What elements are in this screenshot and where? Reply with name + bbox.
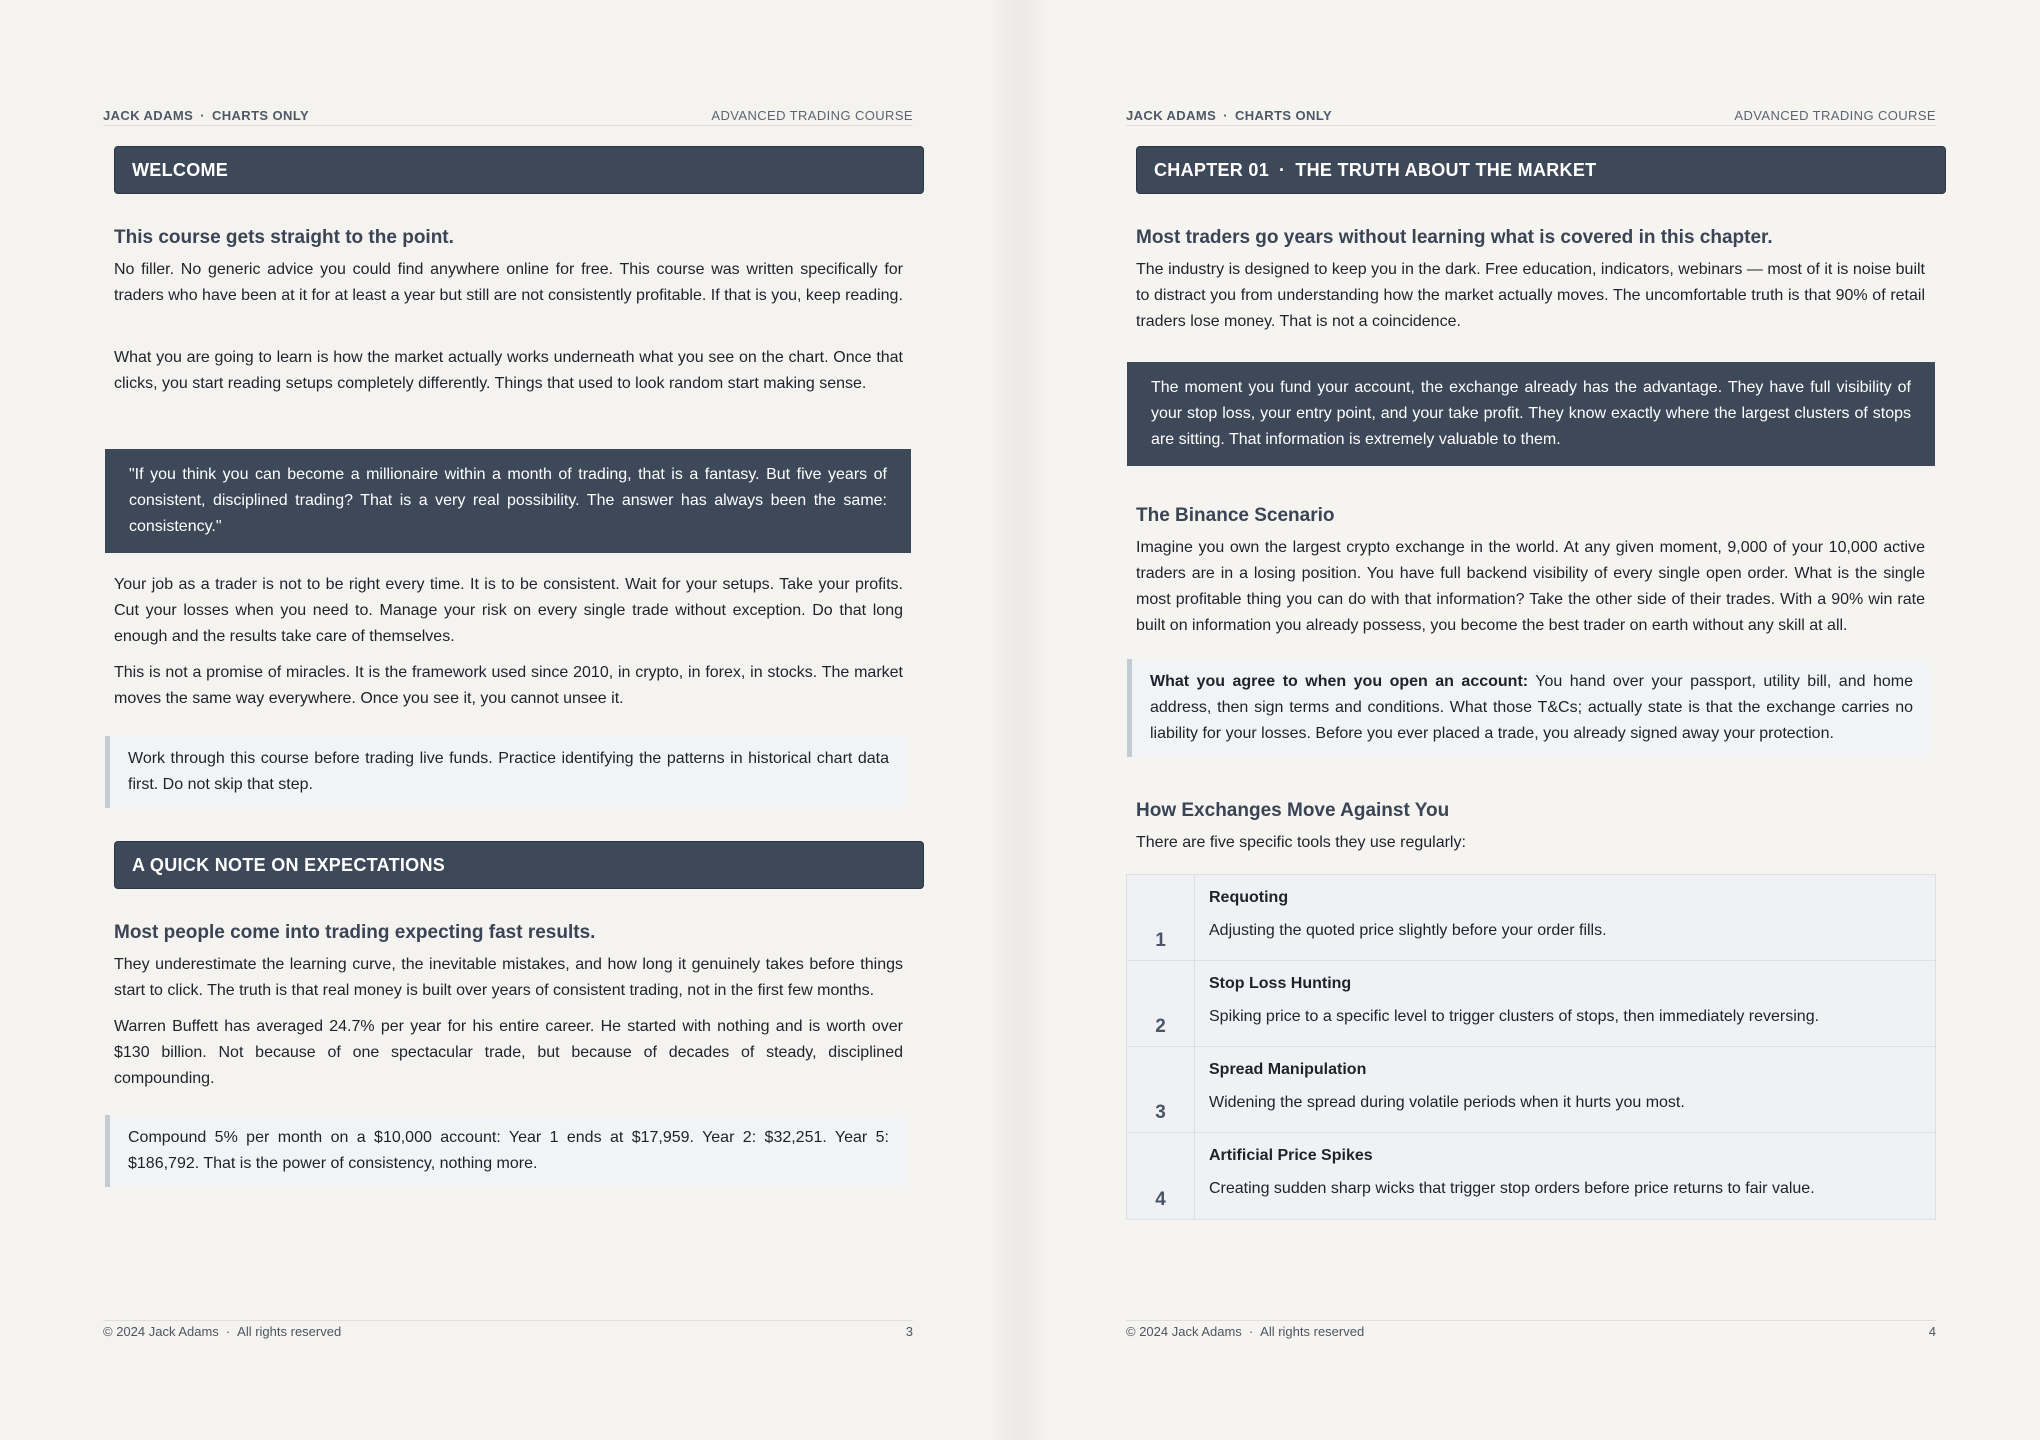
- section-title: WELCOME: [132, 159, 229, 180]
- page-number: 4: [1928, 1324, 1936, 1339]
- list-item: [1127, 1047, 1935, 1133]
- paragraph: There are five specific tools they use regularly:: [1136, 834, 1466, 851]
- highlight-quote: The moment you fund your account, the exchange already has the advantage. They have full visibility of your stop loss, your entry point, and your take profit. They know exactly where the largest clusters of stops are sitting. That information is extremely valuable to them.: [1127, 362, 1935, 466]
- highlight-quote: "If you think you can become a millionaire within a month of trading, that is a fantasy. But five years of consistent, disciplined trading? That is a very real possibility. The answer has always been the same: consistency.": [105, 449, 911, 553]
- footer-separator: ·: [225, 1324, 231, 1339]
- header-author: JACK ADAMS: [103, 108, 194, 123]
- section-title-bar: [114, 841, 924, 889]
- tool-content: [1195, 961, 1935, 1046]
- tool-description: Widening the spread during volatile periods when it hurts you most.: [1209, 1094, 1685, 1111]
- running-header: [1126, 108, 1936, 126]
- paragraph: Imagine you own the largest crypto exchange in the world. At any given moment, 9,000 of your 10,000 active traders are in a losing position. You have full backend visibility of every single open order. What is the single most profitable thing you can do with that information? Take the other side of their trades. With a 90% win rate built on information you already possess, you become the best trader on earth without any skill at all.: [1136, 539, 1925, 634]
- running-header: [103, 108, 913, 126]
- header-course: ADVANCED TRADING COURSE: [1734, 108, 1936, 123]
- tool-number: 3: [1127, 1047, 1195, 1132]
- rights-text: All rights reserved: [237, 1324, 342, 1339]
- list-item: [1127, 961, 1935, 1047]
- page-footer: [103, 1320, 913, 1339]
- callout-note: [1127, 659, 1931, 757]
- tool-number: 4: [1127, 1133, 1195, 1219]
- tool-title: Artificial Price Spikes: [1209, 1147, 1373, 1164]
- header-course: ADVANCED TRADING COURSE: [711, 108, 913, 123]
- callout-lead: What you agree to when you open an account:: [1150, 673, 1529, 690]
- tools-list: [1126, 874, 1936, 1220]
- copyright-text: © 2024 Jack Adams: [1126, 1324, 1242, 1339]
- tool-number: 2: [1127, 961, 1195, 1046]
- header-separator: ·: [1223, 108, 1228, 123]
- tool-description: Spiking price to a specific level to trigger clusters of stops, then immediately reversing.: [1209, 1008, 1820, 1025]
- header-author-series: [1126, 108, 1332, 123]
- section-heading: Most traders go years without learning what is covered in this chapter.: [1136, 227, 1773, 248]
- section-heading: Most people come into trading expecting fast results.: [114, 922, 596, 943]
- callout-body: You hand over your passport, utility bill, and home address, then sign terms and conditions. What those T&Cs; actually state is that the exchange carries no liability for your losses. Before you ever placed a trade, you already signed away your protection.: [1150, 673, 1913, 742]
- section-heading: How Exchanges Move Against You: [1136, 800, 1450, 821]
- header-series: CHARTS ONLY: [211, 108, 310, 123]
- header-separator: ·: [200, 108, 205, 123]
- tool-title: Stop Loss Hunting: [1209, 975, 1352, 992]
- footer-separator: ·: [1248, 1324, 1254, 1339]
- tool-description: Adjusting the quoted price slightly before your order fills.: [1209, 922, 1607, 939]
- footer-copyright: [103, 1324, 341, 1339]
- tool-content: [1195, 1047, 1935, 1132]
- tool-description: Creating sudden sharp wicks that trigger stop orders before price returns to fair value.: [1209, 1180, 1815, 1197]
- footer-copyright: [1126, 1324, 1364, 1339]
- paragraph: Your job as a trader is not to be right every time. It is to be consistent. Wait for your setups. Take your profits. Cut your losses when you need to. Manage your risk on every single trade without exception. Do that long enough and the results take care of themselves.: [114, 576, 903, 645]
- rights-text: All rights reserved: [1260, 1324, 1365, 1339]
- paragraph: Warren Buffett has averaged 24.7% per year for his entire career. He started with nothing and is worth over $130 billion. Not because of one spectacular trade, but because of decades of steady, disciplined compounding.: [114, 1018, 903, 1087]
- page-number: 3: [905, 1324, 913, 1339]
- paragraph: The industry is designed to keep you in the dark. Free education, indicators, webinars — most of it is noise built to distract you from understanding how the market actually moves. The uncomfortable truth is that 90% of retail traders lose money. That is not a coincidence.: [1136, 261, 1925, 330]
- page-footer: [1126, 1320, 1936, 1339]
- header-author-series: [103, 108, 309, 123]
- chapter-label: CHAPTER 01: [1154, 159, 1270, 180]
- tool-title: Spread Manipulation: [1209, 1061, 1367, 1078]
- header-series: CHARTS ONLY: [1234, 108, 1333, 123]
- tool-title: Requoting: [1209, 889, 1289, 906]
- header-author: JACK ADAMS: [1126, 108, 1217, 123]
- copyright-text: © 2024 Jack Adams: [103, 1324, 219, 1339]
- list-item: [1127, 1133, 1935, 1219]
- paragraph: What you are going to learn is how the market actually works underneath what you see on the chart. Once that clicks, you start reading setups completely differently. Things that used to look random start making sense.: [114, 349, 903, 392]
- tool-content: [1195, 1133, 1935, 1219]
- section-heading: The Binance Scenario: [1136, 505, 1335, 526]
- list-item: [1127, 875, 1935, 961]
- section-heading: This course gets straight to the point.: [114, 227, 454, 248]
- section-title-bar: [114, 146, 924, 194]
- tool-content: [1195, 875, 1935, 960]
- paragraph: No filler. No generic advice you could find anywhere online for free. This course was written specifically for traders who have been at it for at least a year but still are not consistently profitable. If that is you, keep reading.: [114, 261, 903, 304]
- callout-note: Compound 5% per month on a $10,000 account: Year 1 ends at $17,959. Year 2: $32,251. Year 5: $186,792. That is the power of consistency, nothing more.: [105, 1115, 907, 1187]
- chapter-title-bar: [1136, 146, 1946, 194]
- paragraph: This is not a promise of miracles. It is the framework used since 2010, in crypto, in forex, in stocks. The market moves the same way everywhere. Once you see it, you cannot unsee it.: [114, 664, 903, 707]
- chapter-title: THE TRUTH ABOUT THE MARKET: [1295, 159, 1597, 180]
- tool-number: 1: [1127, 875, 1195, 960]
- paragraph: They underestimate the learning curve, the inevitable mistakes, and how long it genuinely takes before things start to click. The truth is that real money is built over years of consistent trading, not in the first few months.: [114, 956, 903, 999]
- chapter-separator: ·: [1279, 159, 1286, 180]
- callout-note: Work through this course before trading live funds. Practice identifying the patterns in historical chart data first. Do not skip that step.: [105, 736, 907, 808]
- section-title: A QUICK NOTE ON EXPECTATIONS: [132, 854, 446, 875]
